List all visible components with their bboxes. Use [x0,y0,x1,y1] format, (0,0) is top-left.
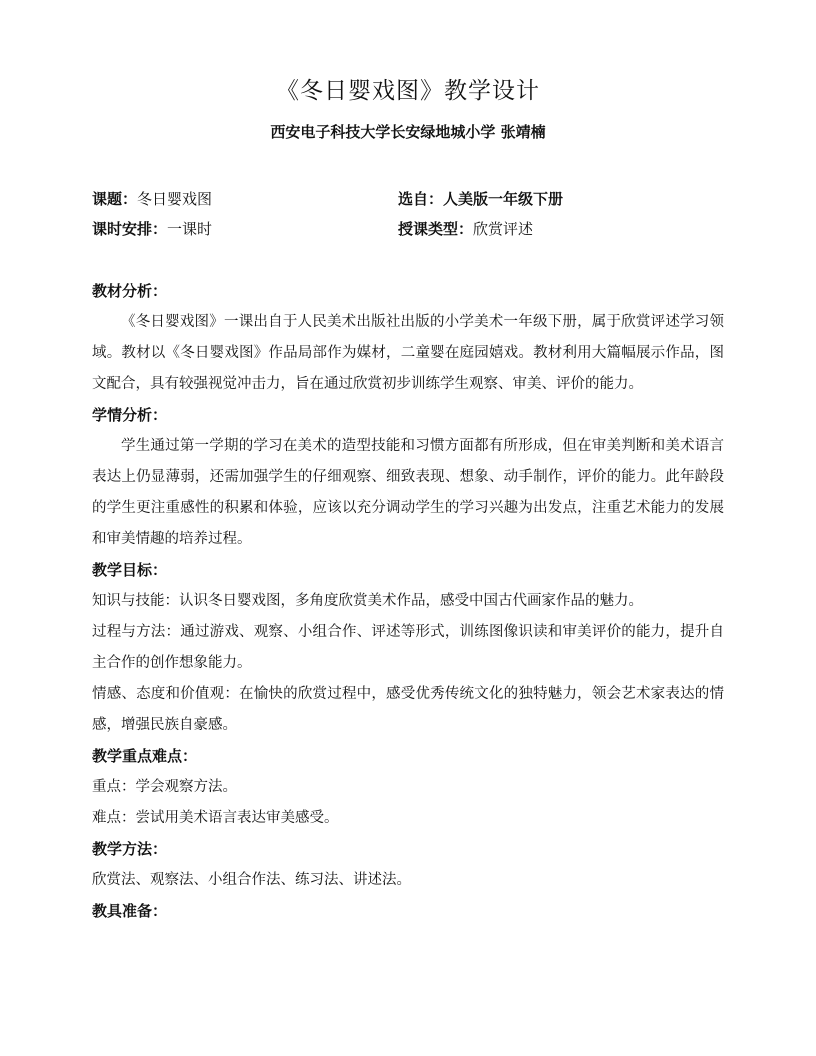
goal-emotion: 情感、态度和价值观：在愉快的欣赏过程中，感受优秀传统文化的独特魅力，领会艺术家表达的情感，增强民族自豪感。 [92,686,724,733]
type-label: 授课类型： [398,220,474,238]
source-field [398,184,704,214]
type-value: 欣赏评述 [473,220,534,238]
keypoint-key: 重点：学会观察方法。 [92,779,237,795]
source-value: 人美版一年级下册 [443,190,564,208]
lesson-meta [92,184,724,244]
meta-row [92,214,724,244]
document-title: 《冬日婴戏图》教学设计 [276,78,540,104]
goal-knowledge: 知识与技能：认识冬日婴戏图，多角度欣赏美术作品，感受中国古代画家作品的魅力。 [92,593,643,609]
section-heading-tools: 教具准备： [92,902,168,920]
type-field [398,214,704,244]
subject-field [92,184,398,214]
section-heading-students: 学情分析： [92,406,168,424]
section-heading-goals: 教学目标： [92,561,168,579]
meta-row [92,184,724,214]
hours-field [92,214,398,244]
section-heading-methods: 教学方法： [92,840,168,858]
author-line: 西安电子科技大学长安绿地城小学 张靖楠 [270,123,546,141]
methods-text: 欣赏法、观察法、小组合作法、练习法、讲述法。 [92,872,411,888]
source-label: 选自： [398,190,444,208]
section-heading-keypoints: 教学重点难点： [92,747,198,765]
subject-value: 冬日婴戏图 [137,190,213,208]
students-paragraph: 学生通过第一学期的学习在美术的造型技能和习惯方面都有所形成，但在审美判断和美术语言表达上仍显薄弱，还需加强学生的仔细观察、细致表现、想象、动手制作，评价的能力。此年龄段的学生更注重感性的积累和体验，应该以充分调动学生的学习兴趣为出发点，注重艺术能力的发展和审美情趣的培养过程。 [92,438,724,547]
hours-label: 课时安排： [92,220,168,238]
goal-process: 过程与方法：通过游戏、观察、小组合作、评述等形式，训练图像识读和审美评价的能力，提升自主合作的创作想象能力。 [92,624,724,671]
hours-value: 一课时 [167,220,213,238]
material-paragraph: 《冬日婴戏图》一课出自于人民美术出版社出版的小学美术一年级下册，属于欣赏评述学习领域。教材以《冬日婴戏图》作品局部作为媒材，二童婴在庭园嬉戏。教材利用大篇幅展示作品，图文配合，具有较强视觉冲击力，旨在通过欣赏初步训练学生观察、审美、评价的能力。 [92,314,724,392]
subject-label: 课题： [92,190,138,208]
document-body [92,276,724,927]
section-heading-material: 教材分析： [92,282,168,300]
keypoint-difficult: 难点：尝试用美术语言表达审美感受。 [92,810,339,826]
